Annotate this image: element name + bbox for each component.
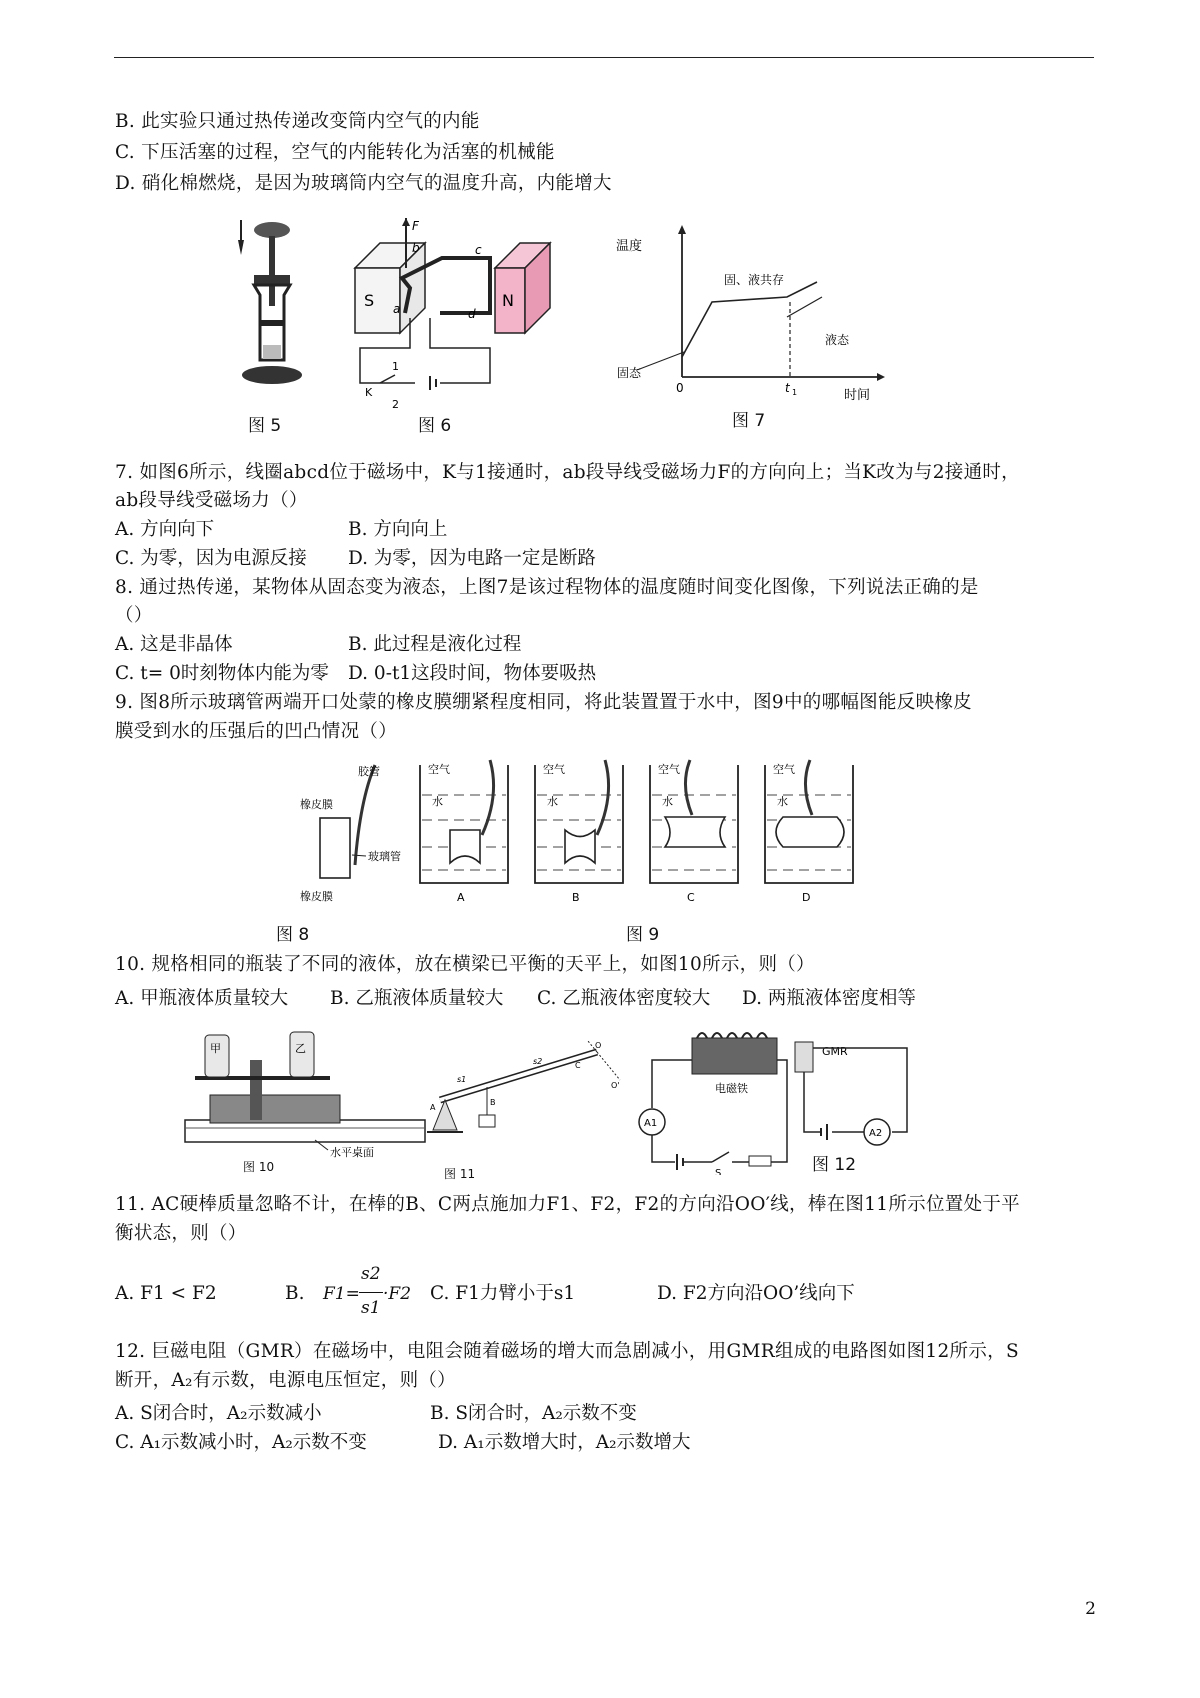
svg-text:S: S: [715, 1168, 722, 1175]
graph-x-label: 时间: [844, 388, 871, 403]
q8-option-d: D. 0-t1这段时间，物体要吸热: [348, 663, 597, 684]
figure-6-caption: 图 6: [418, 416, 452, 436]
q12-stem-line1: 12. 巨磁电阻（GMR）在磁场中，电阻会随着磁场的增大而急剧减小，用GMR组成的电路图如图12所示，S: [115, 1341, 1019, 1362]
svg-text:C: C: [687, 891, 695, 904]
q10-option-d: D. 两瓶液体密度相等: [742, 988, 916, 1009]
q6-option-d: D. 硝化棉燃烧，是因为玻璃筒内空气的温度升高，内能增大: [115, 173, 612, 194]
beaker-b: [535, 760, 623, 883]
svg-text:c: c: [475, 243, 482, 257]
q8-option-a: A. 这是非晶体: [115, 634, 233, 655]
svg-text:橡皮膜: 橡皮膜: [300, 890, 333, 903]
figure-11-caption: 图 11: [444, 1167, 476, 1181]
q7-option-b: B. 方向向上: [348, 519, 448, 540]
svg-text:胶管: 胶管: [358, 765, 380, 778]
beaker-c: [650, 760, 738, 883]
q7-stem-line1: 7. 如图6所示，线圈abcd位于磁场中，K与1接通时，ab段导线受磁场力F的方向向上；当K改为与2接通时，: [115, 462, 1020, 483]
q9-stem-line1: 9. 图8所示玻璃管两端开口处蒙的橡皮膜绷紧程度相同，将此装置置于水中，图9中的哪幅图能反映橡皮: [115, 692, 972, 713]
svg-text:A: A: [457, 891, 465, 904]
svg-text:A2: A2: [869, 1128, 883, 1139]
svg-text:固、液共存: 固、液共存: [724, 273, 785, 287]
svg-text:水: 水: [777, 795, 788, 808]
figure-12-gmr-circuit: [637, 1020, 922, 1175]
q8-stem-line1: 8. 通过热传递，某物体从固态变为液态，上图7是该过程物体的温度随时间变化图像，下列说法正确的是: [115, 577, 979, 598]
q12-option-c: C. A₁示数减小时，A₂示数不变: [115, 1432, 367, 1453]
q10-option-b: B. 乙瓶液体质量较大: [330, 988, 504, 1009]
svg-text:水平桌面: 水平桌面: [330, 1146, 374, 1159]
svg-text:水: 水: [432, 795, 443, 808]
q7-option-c: C. 为零，因为电源反接: [115, 548, 307, 569]
svg-text:t: t: [785, 381, 790, 395]
svg-text:空气: 空气: [428, 763, 450, 776]
svg-text:0: 0: [676, 381, 684, 395]
svg-text:液态: 液态: [825, 333, 850, 347]
q9-stem-line2: 膜受到水的压强后的凹凸情况（）: [115, 721, 398, 742]
magnet-s-label: S: [364, 291, 375, 310]
figure-6-coil-in-magnet: [350, 218, 560, 418]
svg-text:F: F: [412, 219, 419, 233]
svg-text:GMR: GMR: [822, 1045, 848, 1058]
svg-text:空气: 空气: [543, 763, 565, 776]
svg-text:O: O: [595, 1041, 602, 1050]
svg-text:乙: 乙: [295, 1042, 306, 1055]
q10-stem: 10. 规格相同的瓶装了不同的液体，放在横梁已平衡的天平上，如图10所示，则（）: [115, 954, 815, 975]
svg-text:空气: 空气: [773, 763, 795, 776]
q12-option-d: D. A₁示数增大时，A₂示数增大: [438, 1432, 691, 1453]
svg-text:2: 2: [392, 398, 399, 411]
q12-option-b: B. S闭合时，A₂示数不变: [430, 1403, 637, 1424]
q11-option-b-prefix: B.: [285, 1283, 305, 1304]
q12-option-a: A. S闭合时，A₂示数减小: [115, 1403, 322, 1424]
figure-5-piston-cylinder: [232, 220, 312, 390]
figure-10-caption: 图 10: [243, 1160, 275, 1174]
q7-option-d: D. 为零，因为电路一定是断路: [348, 548, 596, 569]
figure-7-temperature-graph: [612, 222, 892, 407]
q11-option-c: C. F1力臂小于s1: [430, 1283, 576, 1304]
svg-text:s1: s1: [457, 1075, 467, 1084]
q11-option-a: A. F1 < F2: [115, 1283, 217, 1304]
q7-option-a: A. 方向向下: [115, 519, 215, 540]
q6-option-b: B. 此实验只通过热传递改变筒内空气的内能: [115, 111, 480, 132]
q8-option-b: B. 此过程是液化过程: [348, 634, 522, 655]
svg-text:B: B: [572, 891, 580, 904]
q10-option-c: C. 乙瓶液体密度较大: [537, 988, 711, 1009]
svg-text:固态: 固态: [617, 366, 642, 380]
magnet-n-label: N: [502, 291, 514, 310]
svg-text:O': O': [611, 1081, 620, 1090]
svg-text:水: 水: [547, 795, 558, 808]
beaker-a: [420, 760, 508, 883]
beaker-d: [765, 760, 853, 883]
figure-9-beakers: [410, 755, 880, 905]
q11-stem-line1: 11. AC硬棒质量忽略不计，在棒的B、C两点施加力F1、F2，F2的方向沿OO′线，棒在图11所示位置处于平: [115, 1194, 1020, 1215]
figure-9-caption: 图 9: [626, 925, 660, 945]
q6-option-c: C. 下压活塞的过程，空气的内能转化为活塞的机械能: [115, 142, 555, 163]
svg-text:甲: 甲: [210, 1042, 221, 1055]
q8-option-c: C. t= 0时刻物体内能为零: [115, 663, 329, 684]
svg-text:d: d: [468, 307, 476, 321]
q7-stem-line2: ab段导线受磁场力（）: [115, 490, 308, 511]
svg-text:1: 1: [792, 388, 798, 397]
svg-text:A: A: [430, 1103, 436, 1112]
svg-text:s2: s2: [533, 1057, 543, 1066]
figure-11-lever: [425, 1040, 625, 1165]
svg-text:1: 1: [392, 360, 399, 373]
figure-5-caption: 图 5: [248, 416, 282, 436]
svg-text:C: C: [575, 1061, 581, 1070]
svg-text:D: D: [802, 891, 811, 904]
page-number: 2: [1085, 1599, 1096, 1619]
svg-text:水: 水: [662, 795, 673, 808]
svg-text:A1: A1: [644, 1118, 658, 1129]
q11-option-d: D. F2方向沿OO’线向下: [657, 1283, 855, 1304]
figure-8-caption: 图 8: [276, 925, 310, 945]
figure-7-caption: 图 7: [732, 411, 766, 431]
svg-text:a: a: [393, 302, 401, 316]
graph-y-label: 温度: [616, 239, 643, 254]
svg-text:玻璃管: 玻璃管: [368, 850, 401, 863]
figure-8-glass-tube: [300, 760, 420, 905]
header-rule: [114, 57, 1094, 58]
svg-text:B: B: [490, 1098, 496, 1107]
svg-text:电磁铁: 电磁铁: [715, 1082, 748, 1095]
figure-12-caption: 图 12: [812, 1155, 857, 1175]
figure-10-balance: [180, 1020, 430, 1175]
q11-stem-line2: 衡状态，则（）: [115, 1223, 247, 1244]
svg-text:K: K: [365, 386, 373, 399]
q10-option-a: A. 甲瓶液体质量较大: [115, 988, 289, 1009]
svg-text:b: b: [412, 241, 420, 255]
q12-stem-line2: 断开，A₂有示数，电源电压恒定，则（）: [115, 1370, 456, 1391]
q8-stem-line2: （）: [115, 605, 153, 626]
svg-text:空气: 空气: [658, 763, 680, 776]
svg-text:橡皮膜: 橡皮膜: [300, 798, 333, 811]
